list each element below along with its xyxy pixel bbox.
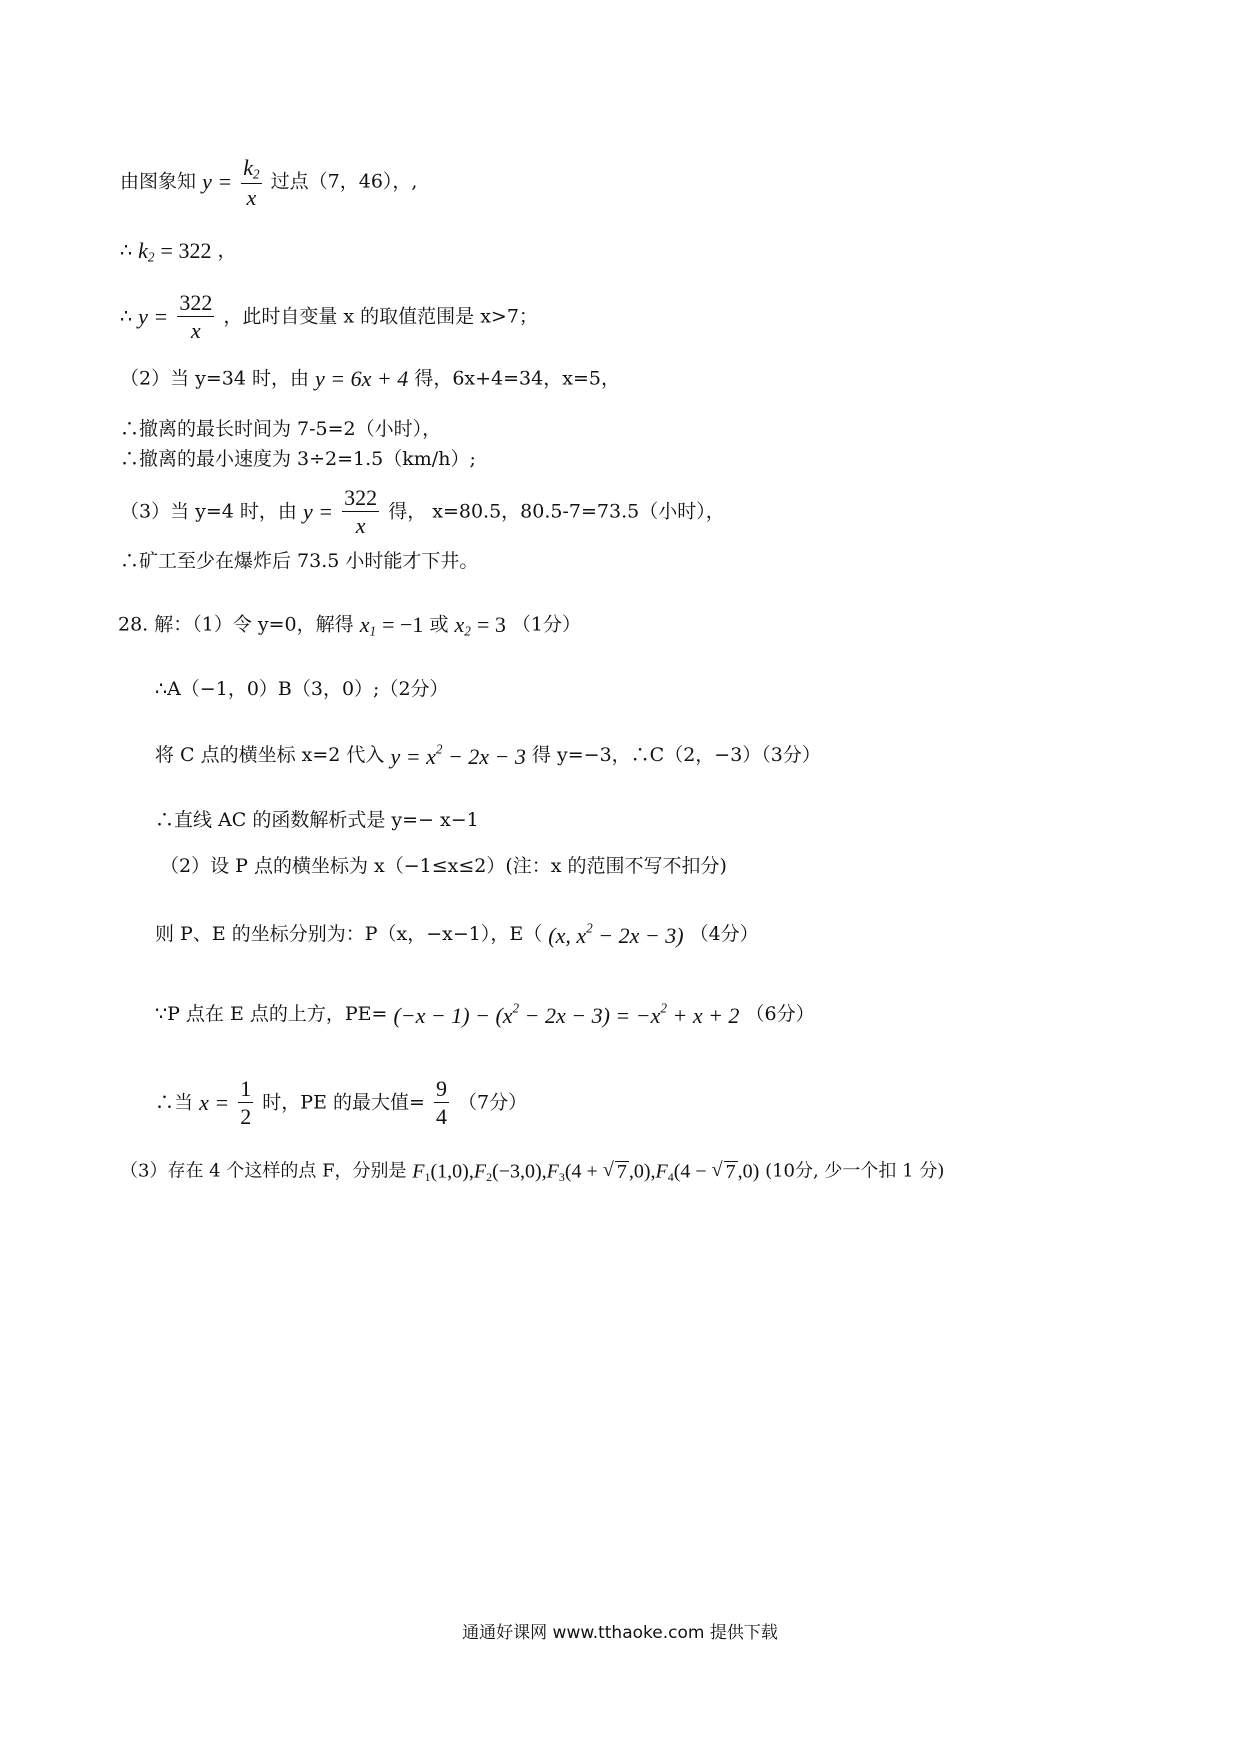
subscript: 2 <box>253 166 260 182</box>
math: = 3 <box>476 611 506 637</box>
math: = −1 <box>382 611 424 637</box>
text: （3）存在 4 个这样的点 F，分别是 <box>120 1160 407 1182</box>
math: y = <box>302 499 334 524</box>
therefore-symbol: ∴ <box>120 239 133 262</box>
fraction <box>342 487 379 537</box>
math: = 322 <box>160 237 212 263</box>
denominator: x <box>190 318 201 343</box>
text: 由图象知 <box>120 170 197 193</box>
text: ∴当 <box>155 1091 194 1114</box>
numerator: 9 <box>435 1076 447 1101</box>
fraction <box>241 155 261 209</box>
text: ，此时自变量 x 的取值范围是 x>7； <box>223 305 538 328</box>
therefore-symbol: ∴ <box>120 305 133 328</box>
text: 则 P、E 的坐标分别为：P（x，−x−1），E（ <box>155 923 543 946</box>
math: $k_2$ <box>138 237 155 265</box>
line-2 <box>120 238 237 264</box>
text: （3）当 y=4 时，由 <box>120 500 297 523</box>
line-10: ∴A（−1，0）B（3，0）;（2分） <box>155 678 449 700</box>
line-8: ∴矿工至少在爆炸后 73.5 小时能才下井。 <box>120 550 479 572</box>
numerator: k <box>243 154 253 180</box>
denominator: x <box>355 513 366 538</box>
numerator: 1 <box>240 1076 252 1101</box>
line-9 <box>118 612 581 638</box>
numerator: 322 <box>179 290 213 315</box>
line-1 <box>120 155 417 209</box>
line-6: ∴撤离的最小速度为 3÷2=1.5（km/h）; <box>120 448 476 470</box>
text: (10分, 少一个扣 1 分) <box>765 1160 945 1182</box>
math: $F_1(1,0),F_2(-3,0),F_3(4$ + √ 7 $,0),F_4(4$ − √ 7 ,0) <box>412 1159 760 1184</box>
math: x = <box>199 1090 230 1115</box>
text: （2）当 y=34 时，由 <box>120 367 309 390</box>
math: y = <box>138 304 169 329</box>
line-7 <box>120 487 725 537</box>
text: 时，PE 的最大值= <box>262 1091 425 1114</box>
denominator: x <box>246 184 257 210</box>
fraction <box>434 1078 449 1128</box>
text: 过点（7，46），, <box>270 170 418 193</box>
line-4 <box>120 368 620 390</box>
math: y = 6x + 4 <box>315 366 409 391</box>
denominator: 2 <box>240 1104 252 1129</box>
text: 得，6x+4=34，x=5， <box>414 367 620 390</box>
math: $y = x^2 - 2x - 3$ <box>390 742 526 770</box>
line-15 <box>155 1002 815 1027</box>
math: $(-x - 1) - (x^2 - 2x - 3) = -x^2 + x + 2$ <box>393 1001 740 1029</box>
fraction <box>177 292 214 342</box>
text: 得， x=80.5，80.5-7=73.5（小时）， <box>388 500 725 523</box>
denominator: 4 <box>435 1104 447 1129</box>
line-14 <box>155 922 759 947</box>
math: y = <box>202 168 233 194</box>
line-12: ∴直线 AC 的函数解析式是 y=− x−1 <box>155 809 479 831</box>
line-13: （2）设 P 点的横坐标为 x（−1≤x≤2）(注：x 的范围不写不扣分) <box>160 855 727 877</box>
line-5: ∴撤离的最长时间为 7-5=2（小时）， <box>120 418 442 440</box>
math: $x_1$ <box>359 611 377 639</box>
fraction <box>238 1078 253 1128</box>
numerator: 322 <box>344 485 378 510</box>
math: $x_2$ <box>454 611 471 639</box>
line-3 <box>120 292 538 342</box>
line-16 <box>155 1078 527 1128</box>
line-11 <box>155 743 821 768</box>
text: ∵P 点在 E 点的上方，PE= <box>155 1003 388 1026</box>
math: (x, $x^2 - 2x - 3$) <box>548 921 684 949</box>
text: 得 y=−3，∴C（2，−3）（3分） <box>531 744 821 767</box>
text: （4分） <box>689 923 759 946</box>
text: 或 <box>429 613 449 636</box>
footer-text: 通通好课网 www.tthaoke.com 提供下载 <box>462 1623 778 1643</box>
text: （7分） <box>458 1091 528 1114</box>
text: （1分） <box>511 613 581 636</box>
text: 将 C 点的横坐标 x=2 代入 <box>155 744 385 767</box>
text: 28. 解：（1）令 y=0，解得 <box>118 613 354 636</box>
text: （6分） <box>745 1003 815 1026</box>
line-17 <box>120 1160 944 1183</box>
text: ， <box>217 239 237 262</box>
